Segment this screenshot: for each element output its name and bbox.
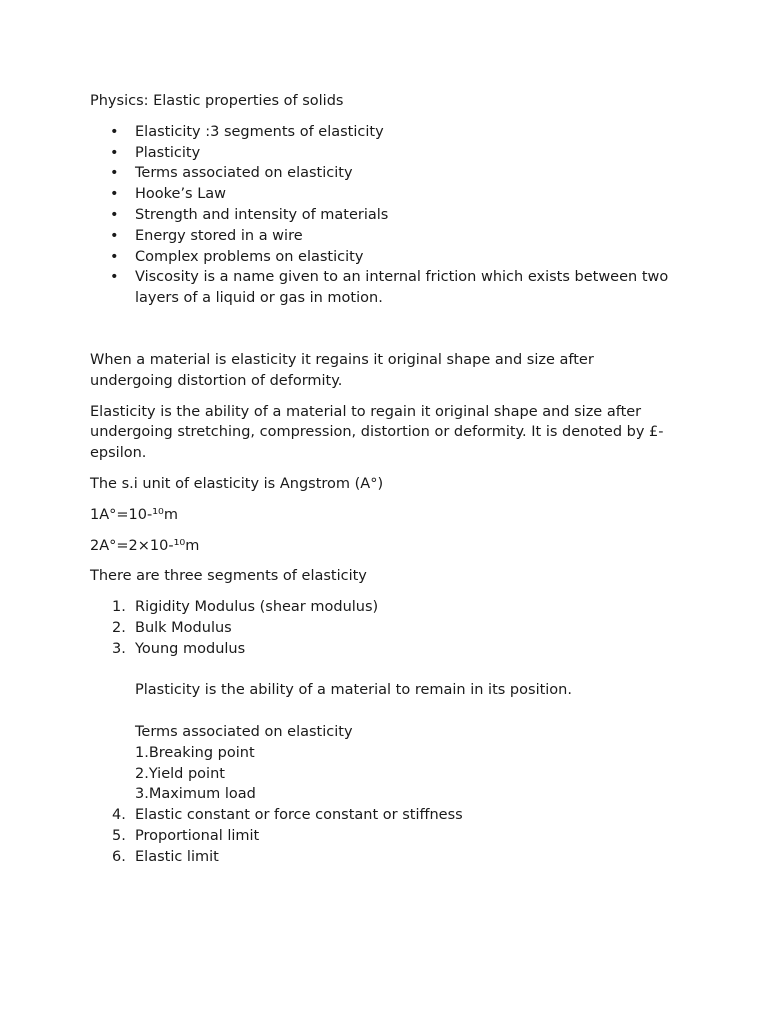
paragraph-elasticity-definition: Elasticity is the ability of a material to regain it original shape and size after undergoing stretching, compression, distortion or deformity. It is denoted by £- epsilon. xyxy=(90,403,664,462)
list-item-text: Energy stored in a wire xyxy=(135,227,303,244)
topics-bullet-list xyxy=(90,122,680,309)
list-item-text: Terms associated on elasticity xyxy=(135,165,353,182)
list-item xyxy=(90,122,680,143)
list-item xyxy=(90,184,680,205)
bullet-icon: • xyxy=(110,227,119,244)
list-item xyxy=(90,267,680,309)
list-item-text: Elastic constant or force constant or stiffness xyxy=(135,807,463,824)
terms-heading: Terms associated on elasticity xyxy=(135,723,353,740)
list-item xyxy=(90,226,680,247)
list-item xyxy=(90,805,680,826)
paragraph-formula-2: 2A°=2×10-¹⁰m xyxy=(90,537,200,554)
list-item-text: Hooke’s Law xyxy=(135,186,227,203)
paragraph-formula-1: 1A°=10-¹⁰m xyxy=(90,506,178,523)
list-item-text: Complex problems on elasticity xyxy=(135,248,364,265)
list-item xyxy=(90,163,680,184)
list-item-text: Strength and intensity of materials xyxy=(135,206,389,223)
list-item xyxy=(90,143,680,164)
document-title: Physics: Elastic properties of solids xyxy=(90,93,344,109)
list-number: 5. xyxy=(112,827,126,844)
list-item xyxy=(90,597,680,618)
bullet-icon: • xyxy=(110,165,119,182)
list-item-text: Proportional limit xyxy=(135,827,260,844)
list-item xyxy=(90,847,680,868)
list-item xyxy=(90,247,680,268)
list-item-text: Rigidity Modulus (shear modulus) xyxy=(135,599,379,616)
segments-numbered-list xyxy=(90,597,680,659)
bullet-icon: • xyxy=(110,144,119,161)
spacer xyxy=(90,309,680,350)
bullet-icon: • xyxy=(110,269,119,286)
list-item xyxy=(90,618,680,639)
list-item-text: Elastic limit xyxy=(135,848,219,865)
bullet-icon: • xyxy=(110,248,119,265)
list-number: 1. xyxy=(112,599,126,616)
paragraph-elasticity-intro: When a material is elasticity it regains it original shape and size after undergoing distortion of deformity. xyxy=(90,351,594,389)
list-item xyxy=(90,826,680,847)
indented-notes xyxy=(90,660,680,806)
plasticity-note: Plasticity is the ability of a material to remain in its position. xyxy=(135,682,572,699)
term-item: 2.Yield point xyxy=(135,765,225,782)
list-number: 4. xyxy=(112,807,126,824)
bullet-icon: • xyxy=(110,123,119,140)
list-item-text: Young modulus xyxy=(135,640,246,657)
bullet-icon: • xyxy=(110,186,119,203)
list-number: 2. xyxy=(112,619,126,636)
list-item xyxy=(90,639,680,660)
blank-line xyxy=(135,660,680,681)
list-item xyxy=(90,205,680,226)
list-number: 6. xyxy=(112,848,126,865)
document-page xyxy=(90,91,680,868)
list-item-text: Elasticity :3 segments of elasticity xyxy=(135,123,384,140)
list-item-text: Plasticity xyxy=(135,144,201,161)
paragraph-si-unit: The s.i unit of elasticity is Angstrom (A°) xyxy=(90,475,384,492)
term-item: 3.Maximum load xyxy=(135,786,256,803)
blank-line xyxy=(135,701,680,722)
more-numbered-list xyxy=(90,805,680,867)
list-item-text: Viscosity is a name given to an internal friction which exists between two layers of a liquid or gas in motion. xyxy=(135,269,669,307)
term-item: 1.Breaking point xyxy=(135,744,255,761)
bullet-icon: • xyxy=(110,206,119,223)
list-number: 3. xyxy=(112,640,126,657)
paragraph-segments-intro: There are three segments of elasticity xyxy=(90,568,367,585)
list-item-text: Bulk Modulus xyxy=(135,619,232,636)
